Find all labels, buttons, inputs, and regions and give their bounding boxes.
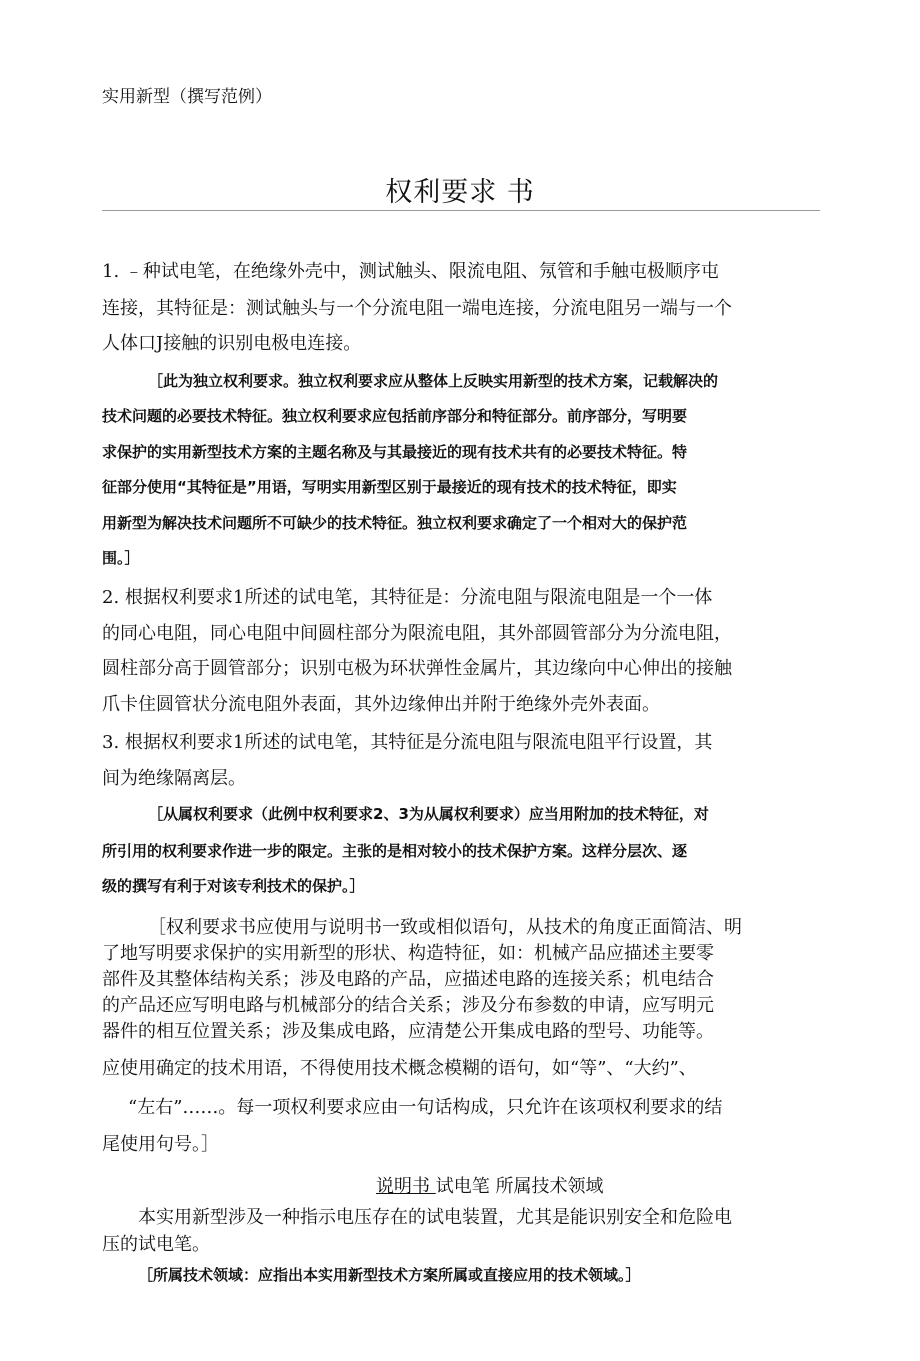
claim-1-line: 1. ﹣种试电笔，在绝缘外壳中，测试触头、限流电阻、氖管和手触屯极顺序屯 [102, 261, 719, 282]
note-line: 级的撰写有利于对该专利技术的保护。］ [102, 877, 365, 895]
claim-2-line: 圆柱部分高于圆管部分；识别屯极为环状弹性金属片，其边缘向中心伸出的接触 [102, 658, 732, 679]
note-line: ［从属权利要求（此例中权利要求2、3为从属权利要求）应当用附加的技术特征，对 [148, 805, 709, 823]
description-heading [376, 1172, 603, 1198]
note-line: 技术问题的必要技术特征。独立权利要求应包括前序部分和特征部分。前序部分，写明要 [102, 407, 688, 425]
document-title: 权利要求 书 [385, 177, 535, 208]
claim-1-line: 人体口J接触的识别电极电连接。 [102, 333, 362, 354]
claim-3-line: 间为绝缘隔离层。 [102, 768, 246, 789]
note-line: 器件的相互位置关系；涉及集成电路，应清楚公开集成电路的型号、功能等。 [102, 1021, 714, 1042]
claim-2-line: 2. 根据权利要求1所述的试电笔，其特征是：分流电阻与限流电阻是一个一体 [102, 587, 713, 608]
note-line: 部件及其整体结构关系；涉及电路的产品，应描述电路的连接关系；机电结合 [102, 969, 714, 990]
claim-3-line: 3. 根据权利要求1所述的试电笔，其特征是分流电阻与限流电阻平行设置，其 [102, 732, 713, 753]
note-line: 用新型为解决技术问题所不可缺少的技术特征。独立权利要求确定了一个相对大的保护范 [102, 514, 688, 532]
claim-1-line: 连接，其特征是：测试触头与一个分流电阻一端电连接，分流电阻另一端与一个 [102, 298, 732, 319]
note-line: 征部分使用“其特征是”用语，写明实用新型区别于最接近的现有技术的技术特征，即实 [102, 478, 677, 496]
technical-field-note: ［所属技术领域：应指出本实用新型技术方案所属或直接应用的技术领域。］ [138, 1266, 641, 1284]
note-line: ［权利要求书应使用与说明书一致或相似语句，从技术的角度正面简洁、明 [148, 917, 742, 938]
claim-2-line: 爪卡住圆管状分流电阻外表面，其外边缘伸出并附于绝缘外壳外表面。 [102, 694, 660, 715]
note-line: “左右”……。每一项权利要求应由一句话构成，只允许在该项权利要求的结 [128, 1097, 723, 1118]
document-type-label: 实用新型（撰写范例） [102, 87, 272, 107]
note-line: 应使用确定的技术用语，不得使用技术概念模糊的语句，如“等”、“大约”、 [102, 1058, 697, 1079]
note-line: 所引用的权利要求作进一步的限定。主张的是相对较小的技术保护方案。这样分层次、逐 [102, 842, 688, 860]
description-heading-underlined: 说明书 [376, 1176, 436, 1197]
note-line: ［此为独立权利要求。独立权利要求应从整体上反映实用新型的技术方案，记载解决的 [148, 372, 719, 390]
title-divider [102, 210, 820, 211]
note-line: 了地写明要求保护的实用新型的形状、构造特征，如：机械产品应描述主要零 [102, 943, 714, 964]
description-heading-text: 试电笔 所属技术领域 [435, 1176, 604, 1197]
note-line: 的产品还应写明电路与机械部分的结合关系；涉及分布参数的申请，应写明元 [102, 995, 714, 1016]
description-line: 本实用新型涉及一种指示电压存在的试电装置，尤其是能识别安全和危险电 [138, 1207, 732, 1228]
note-line: 围。］ [102, 549, 140, 567]
description-line: 压的试电笔。 [102, 1234, 210, 1255]
claim-2-line: 的同心电阻，同心电阻中间圆柱部分为限流电阻，其外部圆管部分为分流电阻， [102, 623, 732, 644]
note-line: 尾使用句号。］ [102, 1134, 219, 1155]
note-line: 求保护的实用新型技术方案的主题名称及与其最接近的现有技术共有的必要技术特征。特 [102, 443, 688, 461]
